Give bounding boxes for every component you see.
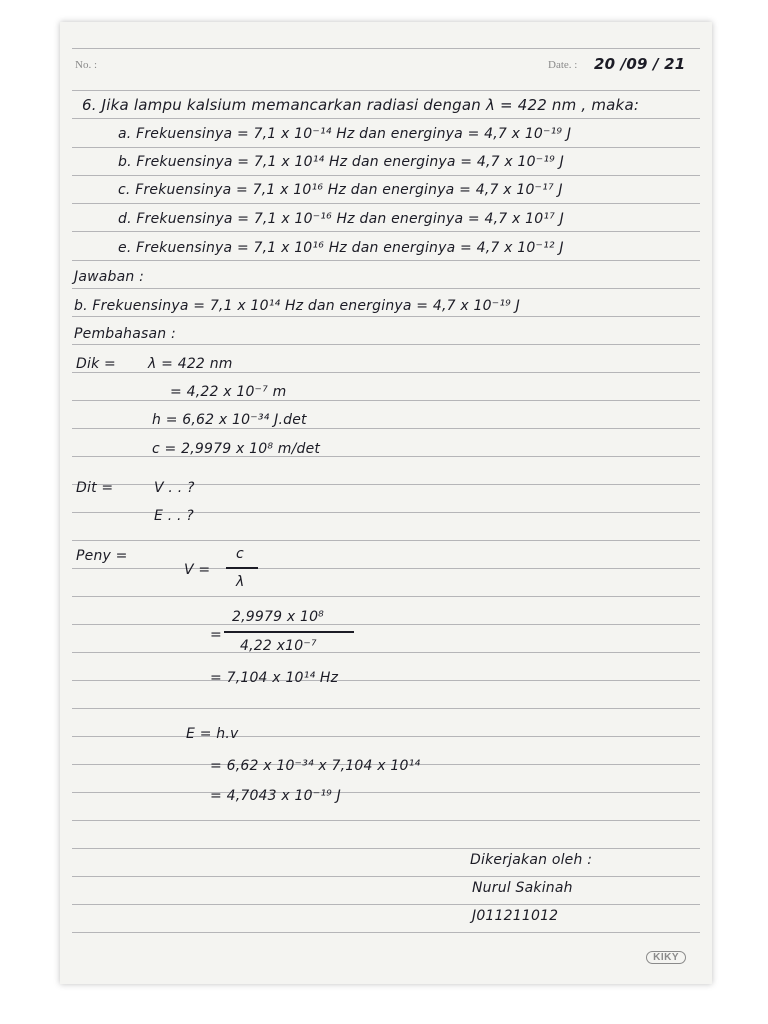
ruled-line <box>72 344 700 345</box>
ruled-line <box>72 428 700 429</box>
known-planck: h = 6,62 x 10⁻³⁴ J.det <box>152 412 307 428</box>
ruled-line <box>72 540 700 541</box>
work-label: Peny = <box>76 548 128 564</box>
answer-text: b. Frekuensinya = 7,1 x 10¹⁴ Hz dan energinya = 4,7 x 10⁻¹⁹ J <box>74 298 520 314</box>
v-lhs: V = <box>184 562 211 578</box>
ruled-line <box>72 48 700 49</box>
date-label: Date. : <box>548 59 578 71</box>
solution-label: Pembahasan : <box>74 326 176 342</box>
signature-caption: Dikerjakan oleh : <box>470 852 593 868</box>
ruled-line <box>72 372 700 373</box>
ruled-line <box>72 652 700 653</box>
ruled-line <box>72 288 700 289</box>
question-stem: 6. Jika lampu kalsium memancarkan radiasi dengan λ = 422 nm , maka: <box>82 96 640 114</box>
option-d: d. Frekuensinya = 7,1 x 10⁻¹⁶ Hz dan energinya = 4,7 x 10¹⁷ J <box>118 211 564 227</box>
ruled-line <box>72 792 700 793</box>
known-wavelength-si: = 4,22 x 10⁻⁷ m <box>170 384 287 400</box>
ruled-line <box>72 147 700 148</box>
known-label: Dik = <box>76 356 116 372</box>
ruled-line <box>72 708 700 709</box>
ruled-line <box>72 932 700 933</box>
ruled-line <box>72 260 700 261</box>
ruled-line <box>72 624 700 625</box>
ruled-line <box>72 231 700 232</box>
notebook-page <box>60 22 712 984</box>
e-substitution: = 6,62 x 10⁻³⁴ x 7,104 x 10¹⁴ <box>210 758 421 774</box>
fraction-bar <box>226 567 258 569</box>
ruled-line <box>72 680 700 681</box>
known-wavelength: λ = 422 nm <box>148 356 233 372</box>
ruled-line <box>72 90 700 91</box>
signature-name: Nurul Sakinah <box>472 880 573 896</box>
v-numerator: c <box>236 546 244 562</box>
fraction-bar <box>224 631 354 633</box>
answer-label: Jawaban : <box>74 269 145 285</box>
asked-frequency: V . . ? <box>154 480 195 496</box>
option-c: c. Frekuensinya = 7,1 x 10¹⁶ Hz dan energinya = 4,7 x 10⁻¹⁷ J <box>118 182 563 198</box>
v-equals: = <box>210 627 222 643</box>
v-result: = 7,104 x 10¹⁴ Hz <box>210 670 339 686</box>
asked-label: Dit = <box>76 480 114 496</box>
ruled-line <box>72 568 700 569</box>
no-label: No. : <box>75 59 97 71</box>
e-result: = 4,7043 x 10⁻¹⁹ J <box>210 788 341 804</box>
v-denominator-value: 4,22 x10⁻⁷ <box>240 638 317 654</box>
e-formula: E = h.v <box>186 726 239 742</box>
ruled-line <box>72 736 700 737</box>
v-numerator-value: 2,9979 x 10⁸ <box>232 609 324 625</box>
asked-energy: E . . ? <box>154 508 194 524</box>
ruled-line <box>72 118 700 119</box>
ruled-line <box>72 904 700 905</box>
ruled-line <box>72 316 700 317</box>
ruled-line <box>72 175 700 176</box>
ruled-line <box>72 876 700 877</box>
ruled-line <box>72 596 700 597</box>
signature-id: J011211012 <box>472 908 559 924</box>
date-value: 20 /09 / 21 <box>594 55 686 73</box>
ruled-line <box>72 203 700 204</box>
known-speed: c = 2,9979 x 10⁸ m/det <box>152 441 321 457</box>
v-denominator: λ <box>236 574 245 590</box>
ruled-line <box>72 848 700 849</box>
option-a: a. Frekuensinya = 7,1 x 10⁻¹⁴ Hz dan energinya = 4,7 x 10⁻¹⁹ J <box>118 126 572 142</box>
ruled-line <box>72 820 700 821</box>
ruled-line <box>72 400 700 401</box>
paper-brand-logo: KIKY <box>646 951 686 964</box>
option-b: b. Frekuensinya = 7,1 x 10¹⁴ Hz dan energinya = 4,7 x 10⁻¹⁹ J <box>118 154 564 170</box>
option-e: e. Frekuensinya = 7,1 x 10¹⁶ Hz dan energinya = 4,7 x 10⁻¹² J <box>118 240 564 256</box>
